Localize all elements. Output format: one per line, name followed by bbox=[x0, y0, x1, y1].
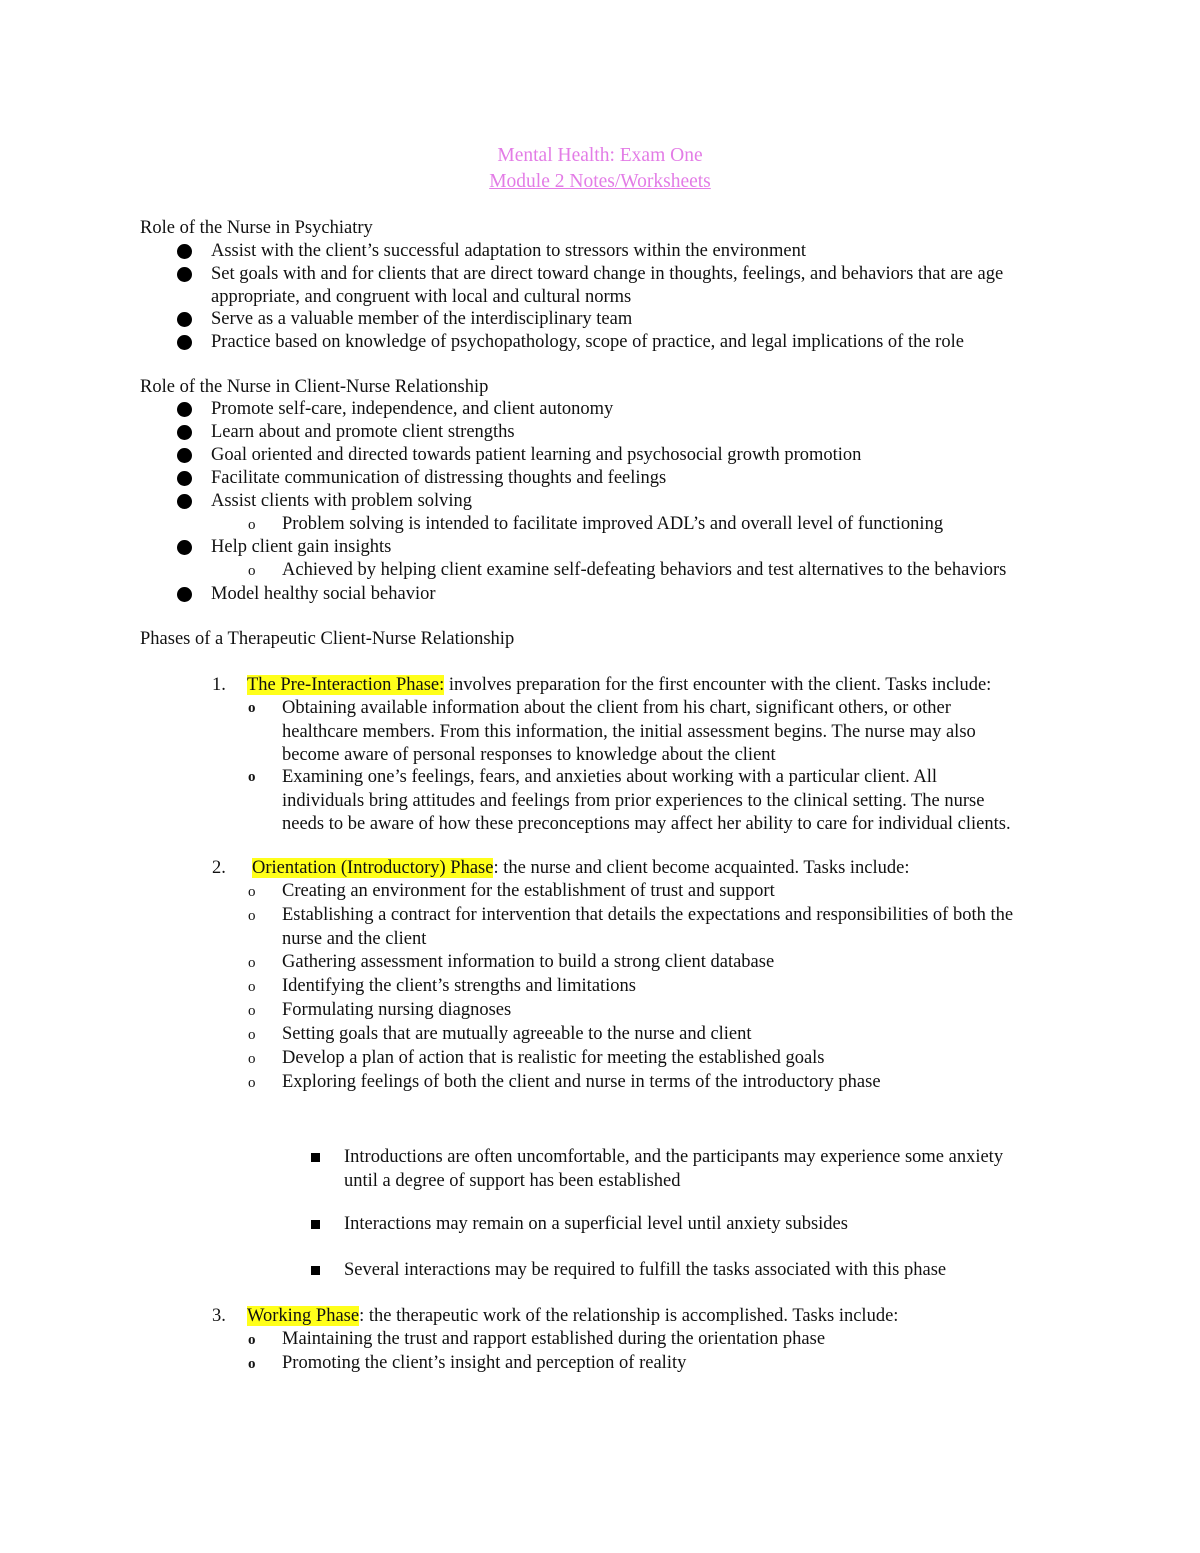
list-item-continuation: appropriate, and congruent with local and cultural norms bbox=[211, 287, 632, 307]
sub-list-item-continuation: nurse and the client bbox=[282, 929, 427, 949]
sub-list-item-continuation: individuals bring attitudes and feelings from prior experiences to the clinical setting. The nurse bbox=[282, 791, 985, 811]
sub-list-item: Promoting the client’s insight and perception of reality bbox=[282, 1353, 687, 1373]
sub-bullet-marker: o bbox=[248, 979, 256, 995]
sub-bullet-marker: o bbox=[248, 1051, 256, 1067]
phase-name-highlight: Orientation (Introductory) Phase bbox=[252, 858, 494, 878]
list-item: Assist with the client’s successful adaptation to stressors within the environment bbox=[211, 241, 806, 261]
phase-number: 2. bbox=[212, 858, 226, 878]
bullet-icon bbox=[177, 540, 192, 555]
sub-bullet-marker: o bbox=[248, 955, 256, 971]
list-item: Facilitate communication of distressing thoughts and feelings bbox=[211, 468, 667, 488]
sub-list-item-continuation: needs to be aware of how these preconceptions may affect her ability to care for individual clients. bbox=[282, 814, 1011, 834]
list-item: Model healthy social behavior bbox=[211, 584, 436, 604]
sub-list-item: Gathering assessment information to build a strong client database bbox=[282, 952, 775, 972]
note-item: Interactions may remain on a superficial level until anxiety subsides bbox=[344, 1214, 848, 1234]
bullet-icon bbox=[177, 267, 192, 282]
phase-title-line bbox=[247, 676, 991, 695]
sub-bullet-marker: o bbox=[248, 908, 256, 924]
list-item: Assist clients with problem solving bbox=[211, 491, 473, 511]
page-title: Mental Health: Exam One bbox=[497, 145, 703, 166]
phase-number: 1. bbox=[212, 675, 226, 695]
section-heading-phases: Phases of a Therapeutic Client-Nurse Relationship bbox=[140, 629, 515, 649]
phase-name-highlight: Working Phase bbox=[247, 1306, 360, 1326]
square-bullet-icon bbox=[311, 1266, 320, 1275]
phase-description: : the therapeutic work of the relationship is accomplished. Tasks include: bbox=[359, 1306, 899, 1326]
sub-list-item: Problem solving is intended to facilitate improved ADL’s and overall level of functioning bbox=[282, 514, 944, 534]
list-item: Help client gain insights bbox=[211, 537, 392, 557]
list-item: Set goals with and for clients that are direct toward change in thoughts, feelings, and behaviors that are age bbox=[211, 264, 1004, 284]
bullet-icon bbox=[177, 244, 192, 259]
list-item: Promote self-care, independence, and client autonomy bbox=[211, 399, 614, 419]
sub-bullet-marker: o bbox=[248, 884, 256, 900]
sub-bullet-marker: o bbox=[248, 1027, 256, 1043]
sub-bullet-marker: o bbox=[248, 517, 256, 533]
bullet-icon bbox=[177, 494, 192, 509]
sub-bullet-marker: o bbox=[248, 1075, 256, 1091]
phase-description: involves preparation for the first encounter with the client. Tasks include: bbox=[444, 675, 992, 695]
sub-list-item-continuation: become aware of personal responses to knowledge about the client bbox=[282, 745, 776, 765]
bullet-icon bbox=[177, 335, 192, 350]
bullet-icon bbox=[177, 448, 192, 463]
sub-list-item: Formulating nursing diagnoses bbox=[282, 1000, 512, 1020]
list-item: Goal oriented and directed towards patient learning and psychosocial growth promotion bbox=[211, 445, 862, 465]
sub-list-item: Setting goals that are mutually agreeable to the nurse and client bbox=[282, 1024, 752, 1044]
sub-list-item: Obtaining available information about the client from his chart, significant others, or other bbox=[282, 698, 951, 718]
sub-list-item: Creating an environment for the establishment of trust and support bbox=[282, 881, 775, 901]
note-item-continuation: until a degree of support has been established bbox=[344, 1171, 681, 1191]
sub-bullet-marker: o bbox=[248, 700, 256, 716]
section-heading-relationship: Role of the Nurse in Client-Nurse Relationship bbox=[140, 377, 489, 397]
sub-list-item: Establishing a contract for intervention that details the expectations and responsibilities of both the bbox=[282, 905, 1014, 925]
phase-description: : the nurse and client become acquainted. Tasks include: bbox=[493, 858, 910, 878]
list-item: Practice based on knowledge of psychopathology, scope of practice, and legal implications of the role bbox=[211, 332, 964, 352]
bullet-icon bbox=[177, 425, 192, 440]
phase-number: 3. bbox=[212, 1306, 226, 1326]
list-item: Learn about and promote client strengths bbox=[211, 422, 515, 442]
sub-list-item-continuation: healthcare members. From this information, the initial assessment begins. The nurse may also bbox=[282, 722, 976, 742]
list-item: Serve as a valuable member of the interdisciplinary team bbox=[211, 309, 633, 329]
sub-list-item: Identifying the client’s strengths and limitations bbox=[282, 976, 637, 996]
sub-list-item: Examining one’s feelings, fears, and anxieties about working with a particular client. All bbox=[282, 767, 938, 787]
bullet-icon bbox=[177, 402, 192, 417]
square-bullet-icon bbox=[311, 1153, 320, 1162]
square-bullet-icon bbox=[311, 1220, 320, 1229]
sub-list-item: Maintaining the trust and rapport established during the orientation phase bbox=[282, 1329, 826, 1349]
phase-title-line bbox=[247, 1307, 898, 1326]
sub-bullet-marker: o bbox=[248, 563, 256, 579]
sub-bullet-marker: o bbox=[248, 1356, 256, 1372]
sub-bullet-marker: o bbox=[248, 1003, 256, 1019]
phase-name-highlight: The Pre-Interaction Phase: bbox=[247, 675, 445, 695]
sub-bullet-marker: o bbox=[248, 1332, 256, 1348]
note-item: Several interactions may be required to fulfill the tasks associated with this phase bbox=[344, 1260, 947, 1280]
note-item: Introductions are often uncomfortable, and the participants may experience some anxiety bbox=[344, 1147, 1004, 1167]
bullet-icon bbox=[177, 312, 192, 327]
sub-list-item: Exploring feelings of both the client and nurse in terms of the introductory phase bbox=[282, 1072, 881, 1092]
section-heading-psychiatry: Role of the Nurse in Psychiatry bbox=[140, 218, 373, 238]
bullet-icon bbox=[177, 471, 192, 486]
page-subtitle: Module 2 Notes/Worksheets bbox=[489, 171, 711, 192]
sub-list-item: Achieved by helping client examine self-defeating behaviors and test alternatives to the behaviors bbox=[282, 560, 1007, 580]
sub-bullet-marker: o bbox=[248, 769, 256, 785]
bullet-icon bbox=[177, 587, 192, 602]
phase-title-line bbox=[252, 859, 909, 878]
sub-list-item: Develop a plan of action that is realistic for meeting the established goals bbox=[282, 1048, 825, 1068]
